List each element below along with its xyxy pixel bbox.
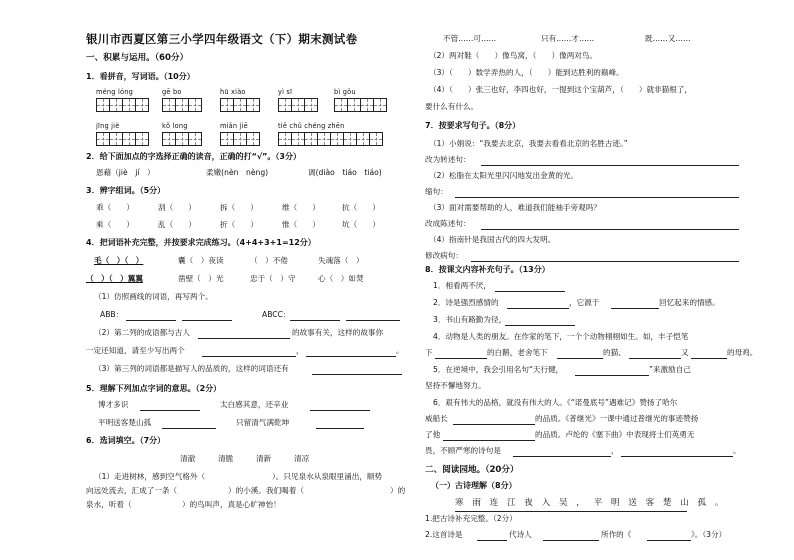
answer-line[interactable] [495, 291, 565, 292]
q6-word-3: 清新 [256, 454, 272, 463]
q5-item-2: 太白感其意，还辛业 [220, 400, 289, 409]
answer-line[interactable] [481, 229, 739, 230]
q7-s4: （4）指南针是我国古代的四大发明。 [429, 235, 556, 244]
q4-r1-1[interactable]: 毛（ ）（ ） [94, 256, 144, 265]
q6-text-2b: ）的小溪。我们喝着（ [228, 486, 304, 495]
pinyin-8: miǎn jiē [220, 122, 248, 130]
q3-r2-2[interactable]: 乱（ ） [158, 220, 196, 229]
answer-line[interactable] [162, 428, 216, 429]
answer-line[interactable] [455, 197, 739, 198]
answer-line[interactable] [647, 540, 691, 541]
pinyin-4: yì sī [278, 88, 293, 96]
answer-line[interactable] [471, 261, 739, 262]
q3-heading: 3．辨字组词。（5分） [86, 186, 166, 195]
q4-heading: 4．把词语补充完整，并按要求完成练习。（4+4+3+1=12分） [86, 238, 316, 247]
answer-line[interactable] [507, 308, 569, 309]
answer-line[interactable] [557, 358, 603, 359]
answer-line[interactable] [611, 308, 659, 309]
char-grid[interactable] [334, 98, 386, 112]
q2-item-1[interactable]: 恩藉（jiè jí ） [96, 168, 155, 177]
q5-item-1: 博才多识 [98, 400, 129, 409]
char-grid[interactable] [220, 132, 259, 146]
q8-l5b: ”来激励自己 [649, 365, 691, 374]
char-grid[interactable] [96, 98, 148, 112]
connector-2: 只有……才…… [541, 34, 595, 43]
q7-s1: （1）小娟说：“我要去北京，我要去看看北京的名胜古迹。” [429, 139, 628, 148]
q7-s1-label: 改为转述句： [425, 155, 471, 164]
answer-line[interactable] [306, 356, 396, 357]
part2-q2c: 所作的《 [601, 530, 632, 539]
q8-l5c: 坚持不懈地努力。 [425, 381, 486, 390]
q6-item-4b: 要什么有什么。 [425, 102, 479, 111]
answer-line[interactable] [316, 428, 364, 429]
pinyin-6: jīng jiè [96, 122, 120, 130]
answer-line[interactable] [140, 410, 200, 411]
char-grid[interactable] [278, 98, 317, 112]
q7-s2-label: 缩句： [425, 187, 448, 196]
q4-r2-1[interactable]: （ ）（ ）翼翼 [86, 274, 143, 283]
q6-text-2c: ）的 [390, 486, 406, 495]
q6-text-3a: 泉水，听着（ [86, 500, 132, 509]
q8-l4d: 的猫、 [603, 348, 626, 357]
q2-heading: 2．给下面加点的字选择正确的读音，正确的打“√”。（3分） [86, 152, 301, 161]
q3-r2-4[interactable]: 惟（ ） [282, 220, 320, 229]
q6-item-3: （3）（ ）数学弄热的人，（ ）能到达胜利的巅峰。 [429, 68, 624, 77]
q4-sub1: （1）仿照画线的词语，再写两个。 [94, 292, 213, 301]
q8-l4c: 的白鹅，老舍笔下 [487, 348, 548, 357]
q6-text-3b: ）的鸟叫声，真是心旷神怡！ [182, 500, 281, 509]
q6-text-2a: 向远处流去，汇成了一条（ [86, 486, 178, 495]
q8-heading: 8．按课文内容补充句子。（13分） [425, 265, 550, 274]
q4-r2-2[interactable]: 凿壁（ ）光 [178, 274, 224, 283]
connector-3: 既……又…… [645, 34, 691, 43]
answer-line[interactable] [198, 338, 290, 339]
q8-l4e: 又 [681, 348, 689, 357]
q8-l4a: 4．动物是人类的朋友。在作家的笔下，一个个动物栩栩如生。如，丰子恺笔 [433, 332, 689, 341]
part2-q2d: 》。（3分） [691, 530, 727, 539]
answer-line[interactable] [443, 440, 535, 441]
q8-l4f: 的母鸡。 [727, 348, 758, 357]
connector-1: 不管……可…… [443, 34, 497, 43]
answer-line[interactable] [477, 540, 507, 541]
q3-r1-1[interactable]: 乖（ ） [96, 203, 134, 212]
q8-l2c: 回忆起来的情感。 [659, 298, 720, 307]
q8-l1: 1．相看两不厌， [433, 281, 491, 290]
answer-line[interactable] [691, 358, 727, 359]
q8-l5a: 5．在逆境中，我会引用名句“天行健， [433, 365, 564, 374]
q7-s3: （3）面对需要帮助的人，难道我们能袖手旁观吗？ [429, 203, 601, 212]
q2-item-2[interactable]: 柔嫩(nèn nèng) [206, 168, 269, 177]
char-grid[interactable] [278, 132, 382, 146]
pinyin-3: hū xiào [220, 88, 246, 96]
poem-line: 寒 雨 连 江 夜 入 吴 ， 平 明 送 客 楚 山 孤 。 [455, 498, 727, 508]
q7-heading: 7．按要求写句子。（8分） [425, 121, 521, 130]
q6-item-2: （2）两对鞋（ ）像鸟窝，（ ）像两对鸟。 [429, 51, 598, 60]
q4-sub3a: （3）第三列的词语都是描写人的品质的，这样的词语还有 [94, 364, 289, 373]
answer-line[interactable] [126, 320, 176, 321]
q4-r1-2[interactable]: 囊（ ）夜读 [178, 256, 224, 265]
q6-word-4: 清凉 [294, 454, 310, 463]
pinyin-1: méng lóng [96, 88, 133, 96]
part2-sub: （一）古诗理解（8分） [431, 481, 517, 490]
q8-l6g: ， [611, 446, 619, 455]
part2-heading: 二、阅读园地。（20分） [425, 465, 519, 475]
pinyin-5: bì gǒu [334, 88, 356, 96]
exam-title: 银川市西夏区第三小学四年级语文（下）期末测试卷 [86, 32, 358, 46]
part1-heading: 一、积累与运用。（60分） [86, 53, 189, 63]
char-grid[interactable] [162, 132, 201, 146]
q3-r1-5[interactable]: 抗（ ） [342, 203, 380, 212]
q5-item-3: 平明送客楚山孤 [98, 418, 152, 427]
answer-line[interactable] [481, 165, 739, 166]
q3-r1-3[interactable]: 拆（ ） [220, 203, 258, 212]
answer-line[interactable] [505, 325, 575, 326]
q8-l6b: 威船长 [425, 414, 448, 423]
q8-l6f: 畏，不顾严寒的诗句是 [425, 446, 501, 455]
q3-r2-3[interactable]: 折（ ） [220, 220, 258, 229]
q6-item-4a: （4）（ ）张三也好，李四也好，一提到这个宝葫芦，（ ）就非猫根了， [429, 85, 693, 94]
q2-item-3[interactable]: 调(diào tiáo tiáo) [308, 168, 382, 177]
q8-l6e: 的品质。卢纶的《塞下曲》中表现将士们英勇无 [535, 430, 695, 439]
answer-line[interactable] [575, 375, 649, 376]
q4-r1-3[interactable]: （ ）不倦 [250, 256, 288, 265]
q6-text-1b: ）。只见泉水从泉眼里涌出，顺势 [272, 472, 383, 481]
q8-l6c: 的品质。《普继光》一课中通过普继光的事迹赞扬 [535, 414, 699, 423]
answer-line[interactable] [290, 320, 340, 321]
q6-word-2: 清脆 [218, 454, 234, 463]
q4-sub2c: 一定还知道，请至少写出两个 [86, 346, 185, 355]
part2-q2b: 代诗人 [509, 530, 532, 539]
answer-line[interactable] [629, 358, 681, 359]
q6-heading: 6．选词填空。（7分） [86, 436, 166, 445]
pinyin-2: gē bo [162, 88, 182, 96]
answer-line[interactable] [543, 540, 599, 541]
q4-sub2a: （2）第二列的成语都与古人 [94, 328, 190, 337]
answer-line[interactable] [346, 320, 400, 321]
q6-word-1: 清澈 [180, 454, 196, 463]
q8-l2b: ，它源于 [569, 298, 600, 307]
q8-l6a: 6．艰有伟大的品格，就没有伟大的人。《“诺曼底号”遇难记》赞扬了哈尔 [433, 398, 678, 407]
q3-r1-2[interactable]: 刮（ ） [158, 203, 196, 212]
q8-l2a: 2．诗是强烈感情的 [433, 298, 499, 307]
char-grid[interactable] [162, 98, 201, 112]
q7-s4-label: 修改病句： [425, 251, 463, 260]
answer-line[interactable] [455, 511, 687, 512]
q8-l3: 3．书山有路勤为径， [433, 315, 507, 324]
q4-sub2b: 的故事有关，这样的故事你 [292, 328, 384, 337]
char-grid[interactable] [96, 132, 148, 146]
q6-text-1a: （1）走进树林，感到空气格外（ [94, 472, 206, 481]
q5-item-4: 只留清气满乾坤 [236, 418, 290, 427]
char-grid[interactable] [220, 98, 259, 112]
pinyin-9: tiě chǔ chéng zhēn [278, 122, 345, 130]
part2-q2a: 2.这首诗是 [425, 530, 463, 539]
q4-sub2-comma: ， [296, 346, 304, 355]
answer-line[interactable] [513, 456, 611, 457]
pinyin-7: kǒ long [162, 122, 188, 130]
q4-r1-4[interactable]: 失魂落（ ） [318, 256, 364, 265]
q3-r1-4[interactable]: 维（ ） [282, 203, 320, 212]
answer-line[interactable] [182, 320, 232, 321]
q5-heading: 5．理解下列加点字词的意思。（2分） [86, 384, 222, 393]
answer-line[interactable] [621, 456, 733, 457]
q4-abcc-label: ABCC： [262, 310, 291, 319]
q4-abb-label: ABB： [100, 310, 124, 319]
answer-line[interactable] [202, 356, 296, 357]
q1-heading: 1．看拼音，写词语。（10分） [86, 72, 195, 81]
q8-l4b: 下 [425, 348, 433, 357]
part2-q1: 1.把古诗补充完整。（2分） [425, 514, 517, 523]
q8-l6h: 。 [733, 446, 741, 455]
answer-line[interactable] [435, 358, 487, 359]
q8-l6d: 了他 [425, 430, 441, 439]
q4-r2-4[interactable]: 心（ ）如焚 [318, 274, 364, 283]
answer-line[interactable] [312, 374, 402, 375]
answer-line[interactable] [310, 410, 370, 411]
q4-r2-3[interactable]: 忠于（ ）守 [250, 274, 296, 283]
answer-line[interactable] [453, 424, 535, 425]
q7-s2: （2）松脂在太阳光里闪闪地发出金黄的光。 [429, 171, 579, 180]
q3-r2-5[interactable]: 坑（ ） [342, 220, 380, 229]
q7-s3-label: 改成陈述句： [425, 219, 471, 228]
q3-r2-1[interactable]: 乘（ ） [96, 220, 134, 229]
q4-sub2-period: 。 [396, 346, 404, 355]
